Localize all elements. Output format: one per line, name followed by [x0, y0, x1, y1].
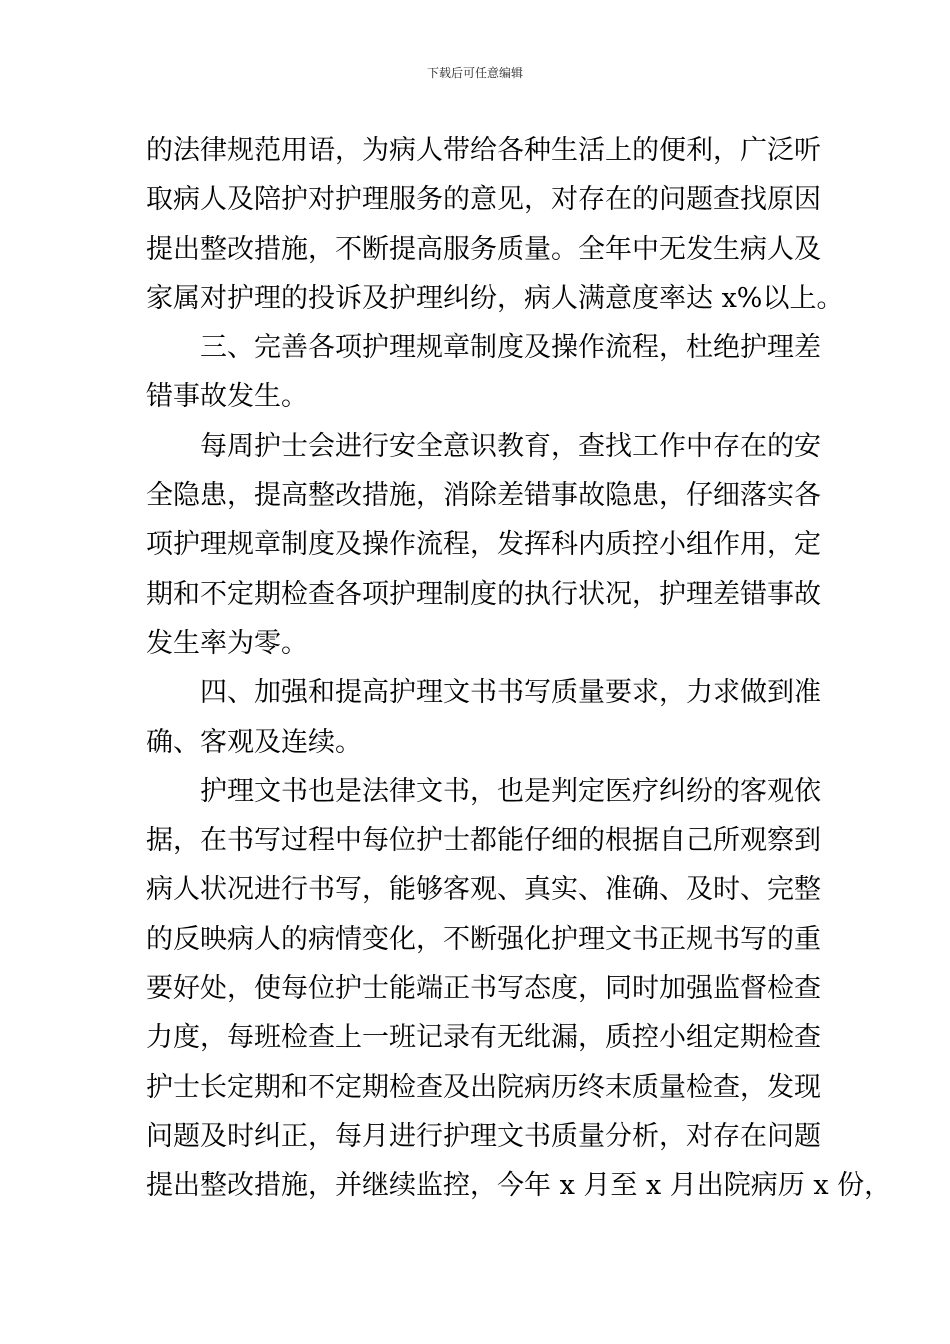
text-line: 护理文书也是法律文书，也是判定医疗纠纷的客观依: [200, 775, 821, 807]
text-line: 护士长定期和不定期检查及出院病历终末质量检查，发现: [146, 1071, 821, 1103]
text-line: 期和不定期检查各项护理制度的执行状况，护理差错事故: [146, 578, 821, 610]
text-line: 取病人及陪护对护理服务的意见，对存在的问题查找原因: [146, 184, 821, 216]
text-line: 全隐患，提高整改措施，消除差错事故隐患，仔细落实各: [146, 480, 821, 512]
text-line: 问题及时纠正，每月进行护理文书质量分析，对存在问题: [146, 1120, 821, 1152]
text-line: 家属对护理的投诉及护理纠纷，病人满意度率达 x%以上。: [146, 282, 844, 314]
text-line: 提出整改措施，并继续监控，今年 x 月至 x 月出院病历 x 份，: [146, 1170, 892, 1202]
text-line: 病人状况进行书写，能够客观、真实、准确、及时、完整: [146, 874, 821, 906]
text-line: 的法律规范用语，为病人带给各种生活上的便利，广泛听: [146, 135, 821, 166]
page-header: 下载后可任意编辑: [426, 66, 523, 80]
text-line: 项护理规章制度及操作流程，发挥科内质控小组作用，定: [146, 529, 821, 561]
text-line: 据，在书写过程中每位护士都能仔细的根据自己所观察到: [146, 825, 821, 857]
text-line: 每周护士会进行安全意识教育，查找工作中存在的安: [200, 430, 821, 462]
text-line: 力度，每班检查上一班记录有无纰漏，质控小组定期检查: [146, 1022, 821, 1054]
text-line: 确、客观及连续。: [146, 726, 362, 758]
text-line: 三、完善各项护理规章制度及操作流程，杜绝护理差: [200, 332, 821, 364]
text-line: 的反映病人的病情变化，不断强化护理文书正规书写的重: [146, 923, 821, 955]
text-line: 提出整改措施，不断提高服务质量。全年中无发生病人及: [146, 233, 821, 265]
document-body: [146, 126, 892, 1211]
text-line: 要好处，使每位护士能端正书写态度，同时加强监督检查: [146, 973, 821, 1005]
text-line: 发生率为零。: [146, 627, 308, 659]
text-line: 错事故发生。: [146, 381, 308, 413]
text-line: 四、加强和提高护理文书书写质量要求，力求做到准: [200, 677, 821, 709]
